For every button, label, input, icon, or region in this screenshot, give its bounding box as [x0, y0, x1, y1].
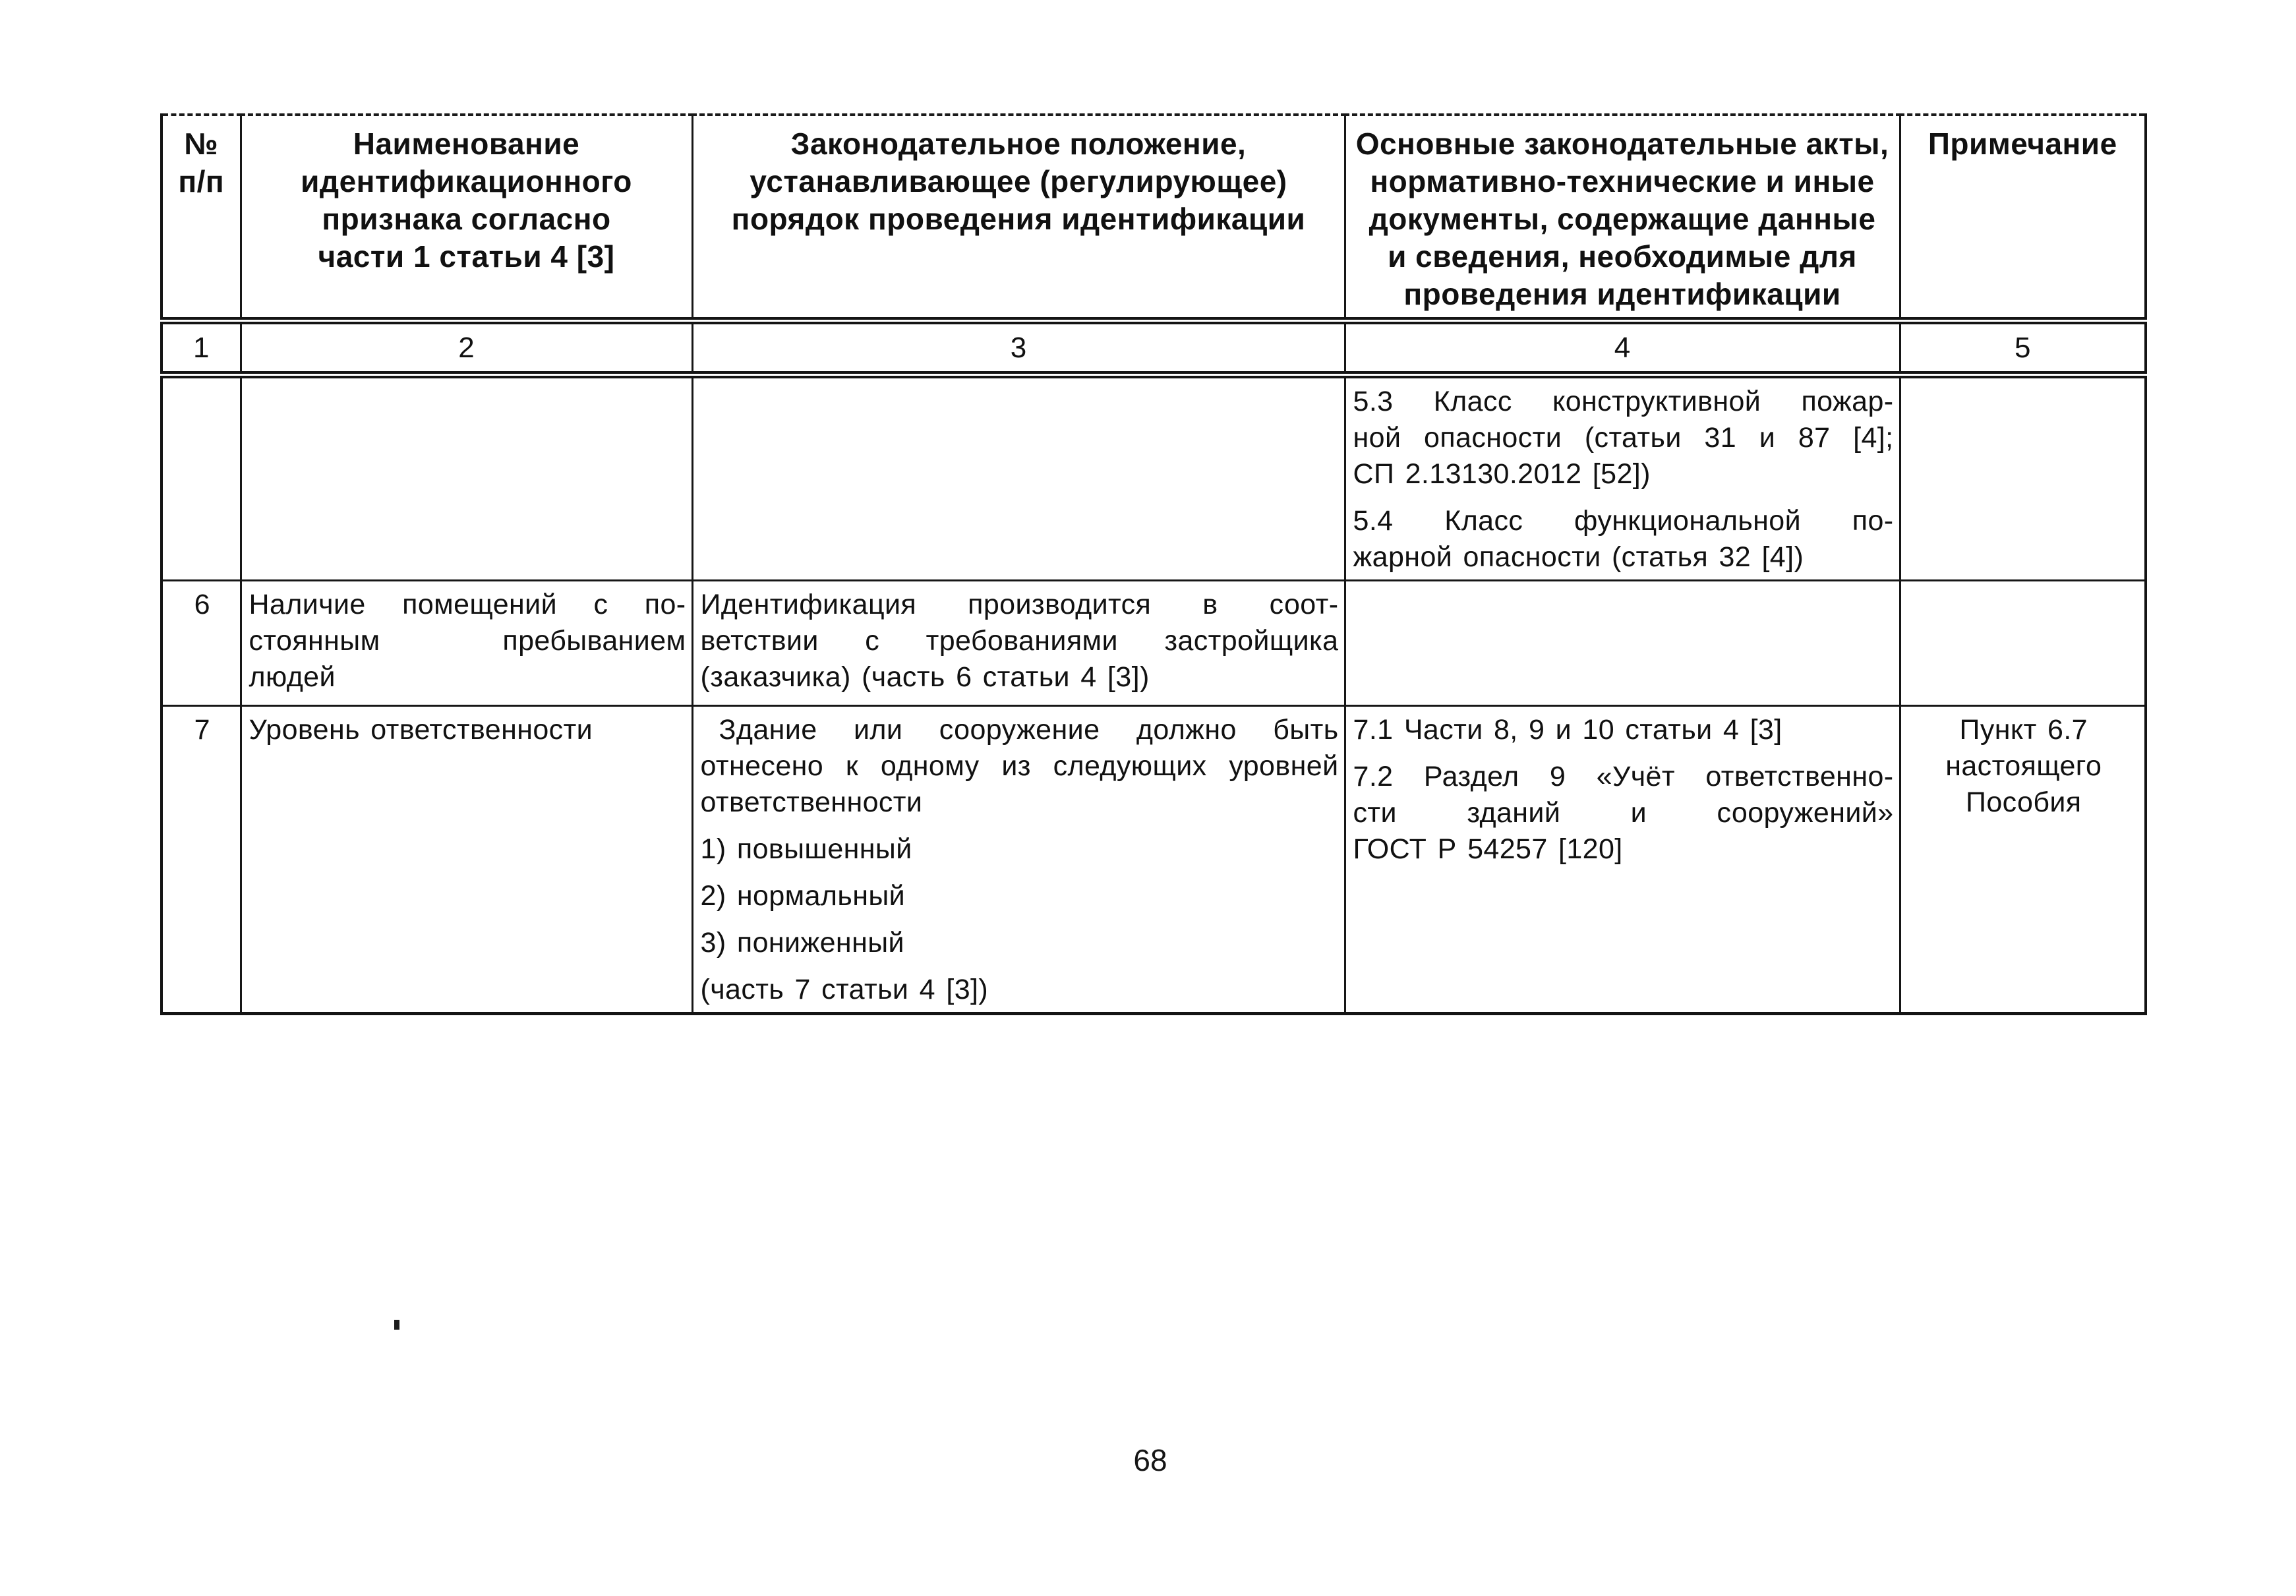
header-line: нормативно-технические и иные — [1370, 164, 1875, 198]
cell-row1-col4 — [1345, 375, 1900, 581]
cell-row3-col1 — [162, 706, 241, 1014]
cell-text-line: 7 — [194, 714, 210, 746]
cell-text-line: людей — [249, 661, 336, 693]
cell-text-line: (часть 7 статьи 4 [3]) — [700, 974, 989, 1005]
cell-text-line: Идентификация производится в соот- — [700, 589, 1339, 620]
cell-text-line: отнесено к одному из следующих уровней — [700, 750, 1339, 782]
header-line: порядок проведения идентификации — [731, 202, 1306, 236]
header-line: проведения идентификации — [1403, 277, 1841, 311]
header-line: Законодательное положение, — [790, 127, 1247, 161]
header-line: документы, содержащие данные — [1369, 202, 1876, 236]
header-line: и сведения, необходимые для — [1388, 239, 1857, 274]
cell-text-line: 1) повышенный — [700, 833, 912, 865]
column-number-3: 3 — [692, 321, 1345, 375]
cell-text-line: 7.2 Раздел 9 «Учёт ответственно- — [1353, 761, 1894, 792]
cell-text-line: (заказчика) (часть 6 статьи 4 [3]) — [700, 661, 1150, 693]
cell-text-line: Здание или сооружение должно быть — [719, 714, 1339, 746]
header-line: устанавливающее (регулирующее) — [750, 164, 1287, 198]
cell-text-line: стоянным пребыванием — [249, 625, 686, 657]
cell-text-line: жарной опасности (статья 32 [4]) — [1353, 541, 1804, 573]
header-line: № — [184, 127, 219, 161]
cell-text-line: 5.3 Класс конструктивной пожар- — [1353, 386, 1894, 417]
cell-row1-col5 — [1900, 375, 2146, 581]
cell-row1-col2 — [241, 375, 692, 581]
header-cell-col2 — [241, 115, 692, 321]
column-number-2: 2 — [241, 321, 692, 375]
cell-text-line: Пособия — [1966, 786, 2082, 818]
column-number-1: 1 — [162, 321, 241, 375]
cell-row3-col2 — [241, 706, 692, 1014]
cell-row1-col1 — [162, 375, 241, 581]
header-cell-col3 — [692, 115, 1345, 321]
header-cell-col1 — [162, 115, 241, 321]
cell-text-line: 6 — [194, 589, 210, 620]
header-line: части 1 статьи 4 [3] — [318, 239, 615, 274]
cell-text-line: 2) нормальный — [700, 880, 906, 912]
cell-text-line: ГОСТ Р 54257 [120] — [1353, 833, 1623, 865]
table-row-2 — [162, 581, 2146, 706]
column-number-5: 5 — [1900, 321, 2146, 375]
cell-text-line: 7.1 Части 8, 9 и 10 статьи 4 [3] — [1353, 714, 1782, 746]
cell-text-line: СП 2.13130.2012 [52]) — [1353, 458, 1651, 490]
cell-row2-col2 — [241, 581, 692, 706]
header-cell-col4 — [1345, 115, 1900, 321]
cell-row3-col5 — [1900, 706, 2146, 1014]
cell-row2-col5 — [1900, 581, 2146, 706]
page-number: 68 — [1133, 1443, 1167, 1477]
header-line: Примечание — [1928, 127, 2117, 161]
column-numbers-row — [162, 321, 2146, 375]
cell-text-line: Наличие помещений с по- — [249, 589, 686, 620]
cell-text-line: 3) пониженный — [700, 927, 904, 959]
cell-row3-col4 — [1345, 706, 1900, 1014]
identification-features-table — [160, 113, 2147, 1015]
header-line: п/п — [178, 164, 225, 198]
cell-row2-col3 — [692, 581, 1345, 706]
header-line: Основные законодательные акты, — [1355, 127, 1889, 161]
header-line: Наименование — [353, 127, 580, 161]
cell-row2-col1 — [162, 581, 241, 706]
table-body — [162, 375, 2146, 1014]
header-line: идентификационного — [301, 164, 632, 198]
cell-text-line: 5.4 Класс функциональной по- — [1353, 505, 1894, 537]
cell-text-line: ветствии с требованиями застройщика — [700, 625, 1339, 657]
scan-speck-artifact — [394, 1320, 399, 1330]
cell-text-line: ответственности — [700, 786, 923, 818]
cell-text-line: Уровень ответственности — [249, 714, 593, 746]
cell-row1-col3 — [692, 375, 1345, 581]
header-line: признака согласно — [322, 202, 611, 236]
cell-row3-col3 — [692, 706, 1345, 1014]
cell-text-line: Пункт 6.7 — [1959, 714, 2088, 746]
table-row-1 — [162, 375, 2146, 581]
column-number-4: 4 — [1345, 321, 1900, 375]
cell-row2-col4 — [1345, 581, 1900, 706]
table-row-3 — [162, 706, 2146, 1014]
table-header-row — [162, 115, 2146, 321]
header-cell-col5 — [1900, 115, 2146, 321]
cell-text-line: ной опасности (статьи 31 и 87 [4]; — [1353, 422, 1894, 454]
cell-text-line: сти зданий и сооружений» — [1353, 797, 1894, 829]
cell-text-line: настоящего — [1945, 750, 2102, 782]
